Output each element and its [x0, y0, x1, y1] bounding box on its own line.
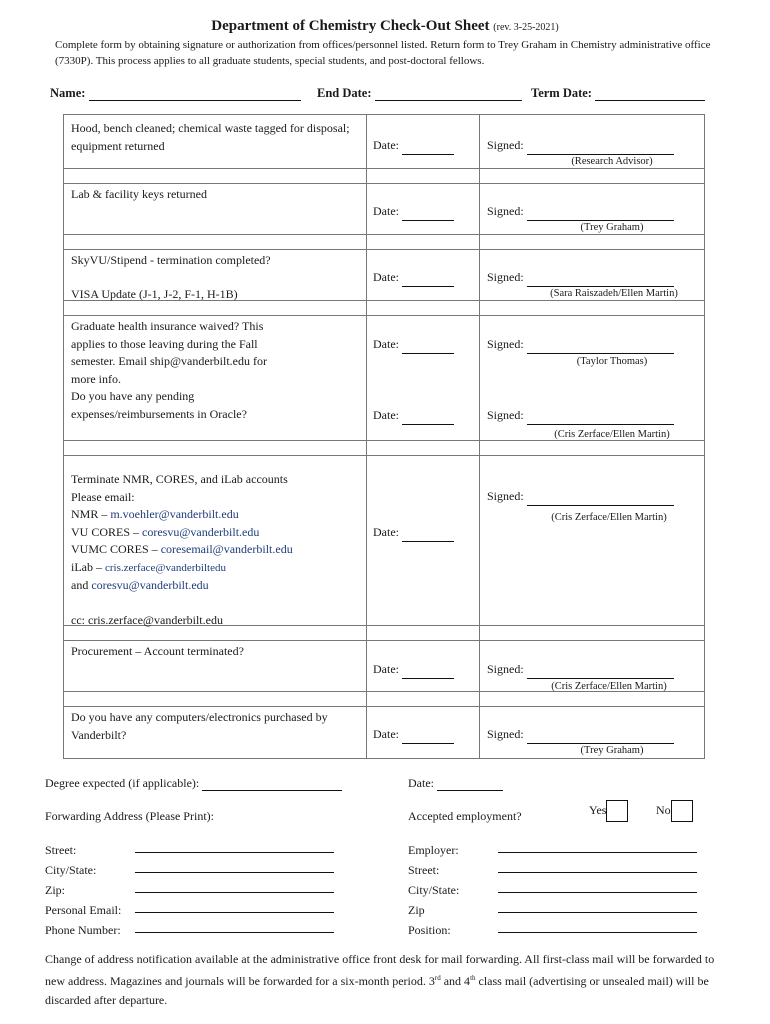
revision-date: (rev. 3-25-2021) — [493, 22, 559, 33]
signer-role: (Research Advisor) — [571, 156, 653, 167]
cc-line: cc: cris.zerface@vanderbilt.edu — [71, 612, 223, 627]
date-field[interactable]: Date: — [373, 137, 454, 155]
street-label: Street: — [45, 843, 77, 857]
task-visa: VISA Update (J-1, J-2, F-1, H-1B) — [71, 287, 238, 301]
signer-role: (Trey Graham) — [580, 745, 644, 756]
accepted-employment-label: Accepted employment? — [408, 809, 522, 823]
mail-forwarding-note: Change of address notification available at the administrative office front desk for mail forwarding. All first-class mail will be forwarded to new address. Magazines and journals will be forwarded for a six-month period. 3rd and 4th class mail (advertising or unsealed mail) will be discarded after departure. — [45, 952, 715, 1007]
task-insurance: Graduate health insurance waived? This applies to those leaving during the Fall semester. Email ship@vanderbilt.edu for more info. — [71, 319, 268, 386]
signature-field[interactable]: Signed: — [487, 726, 674, 744]
signer-role: (Cris Zerface/Ellen Martin) — [551, 512, 667, 523]
date-field[interactable]: Date: — [373, 524, 454, 542]
no-checkbox[interactable] — [671, 800, 693, 822]
forwarding-address-lines[interactable] — [135, 852, 334, 933]
end-date-field[interactable]: End Date: — [317, 86, 522, 101]
personal-email-label: Personal Email: — [45, 903, 122, 917]
and-email-link[interactable]: coresvu@vanderbilt.edu — [91, 578, 209, 592]
yes-option[interactable]: Yes — [589, 800, 628, 822]
zip-label: Zip: — [45, 883, 65, 897]
signature-field[interactable]: Signed: — [487, 336, 674, 354]
signer-role: (Cris Zerface/Ellen Martin) — [554, 429, 670, 440]
signature-field[interactable]: Signed: — [487, 407, 674, 425]
task-cleanup: Hood, bench cleaned; chemical waste tagged for disposal; equipment returned — [71, 121, 350, 153]
employer-zip-label: Zip — [408, 903, 425, 917]
signer-role: (Sara Raiszadeh/Ellen Martin) — [550, 288, 678, 299]
signature-field[interactable]: Signed: — [487, 488, 674, 506]
employer-city-state-label: City/State: — [408, 883, 460, 897]
task-stipend: SkyVU/Stipend - termination completed? — [71, 253, 271, 267]
signature-field[interactable]: Signed: — [487, 203, 674, 221]
task-computers: Do you have any computers/electronics purchased by Vanderbilt? — [71, 710, 328, 742]
vucores-email-link[interactable]: coresvu@vanderbilt.edu — [142, 524, 260, 539]
name-line[interactable] — [89, 100, 301, 101]
intro-text: Complete form by obtaining signature or authorization from offices/personnel listed. Return form to Trey Graham in Chemistry administrative office (7330P). This process applies to all graduate students, special students, and post-doctoral fellows. — [55, 39, 711, 67]
employer-label: Employer: — [408, 843, 459, 857]
degree-date-field[interactable]: Date: — [408, 776, 503, 791]
signature-field[interactable]: Signed: — [487, 269, 674, 287]
signer-role: (Taylor Thomas) — [576, 356, 648, 367]
date-field[interactable]: Date: — [373, 661, 454, 679]
employment-fields — [408, 840, 459, 940]
checkout-table — [63, 114, 705, 759]
signature-field[interactable]: Signed: — [487, 661, 674, 679]
page-title — [0, 18, 770, 35]
city-state-label: City/State: — [45, 863, 97, 877]
date-field[interactable]: Date: — [373, 336, 454, 354]
vumc-email-link[interactable]: coresemail@vanderbilt.edu — [160, 542, 293, 556]
name-field[interactable]: Name: — [50, 86, 301, 101]
date-field[interactable]: Date: — [373, 269, 454, 287]
phone-number-label: Phone Number: — [45, 923, 121, 937]
yes-checkbox[interactable] — [606, 800, 628, 822]
term-date-line[interactable] — [595, 100, 705, 101]
task-expenses: Do you have any pending expenses/reimbursements in Oracle? — [71, 389, 247, 421]
no-option[interactable]: No — [656, 800, 693, 822]
employer-street-label: Street: — [408, 863, 440, 877]
employment-lines[interactable] — [498, 852, 697, 933]
term-date-field[interactable]: Term Date: — [531, 86, 705, 101]
degree-expected-field[interactable]: Degree expected (if applicable): — [45, 776, 342, 791]
task-keys: Lab & facility keys returned — [71, 187, 207, 201]
end-date-line[interactable] — [375, 100, 522, 101]
date-field[interactable]: Date: — [373, 203, 454, 221]
signer-role: (Cris Zerface/Ellen Martin) — [551, 681, 667, 692]
signature-field[interactable]: Signed: — [487, 137, 674, 155]
position-label: Position: — [408, 923, 451, 937]
task-accounts: Terminate NMR, CORES, and iLab accounts Please email: NMR – m.voehler@vanderbilt.edu VU CORES – coresvu@vanderbilt.edu VUMC CORES – coresemail@vanderbilt.edu iLab – cris.zerface@vanderbiltedu and coresvu@vanderbilt.edu cc: cris.zerface@vanderbilt.edu — [71, 471, 366, 629]
signer-role: (Trey Graham) — [580, 222, 644, 233]
date-field[interactable]: Date: — [373, 726, 454, 744]
forwarding-label: Forwarding Address (Please Print): — [45, 809, 214, 823]
ilab-email-link[interactable]: cris.zerface@vanderbiltedu — [105, 561, 226, 574]
form-title: Department of Chemistry Check-Out Sheet — [211, 18, 490, 34]
task-procurement: Procurement – Account terminated? — [71, 644, 244, 658]
date-field[interactable]: Date: — [373, 407, 454, 425]
forwarding-address-fields — [45, 840, 121, 940]
nmr-email-link[interactable]: m.voehler@vanderbilt.edu — [110, 507, 239, 521]
